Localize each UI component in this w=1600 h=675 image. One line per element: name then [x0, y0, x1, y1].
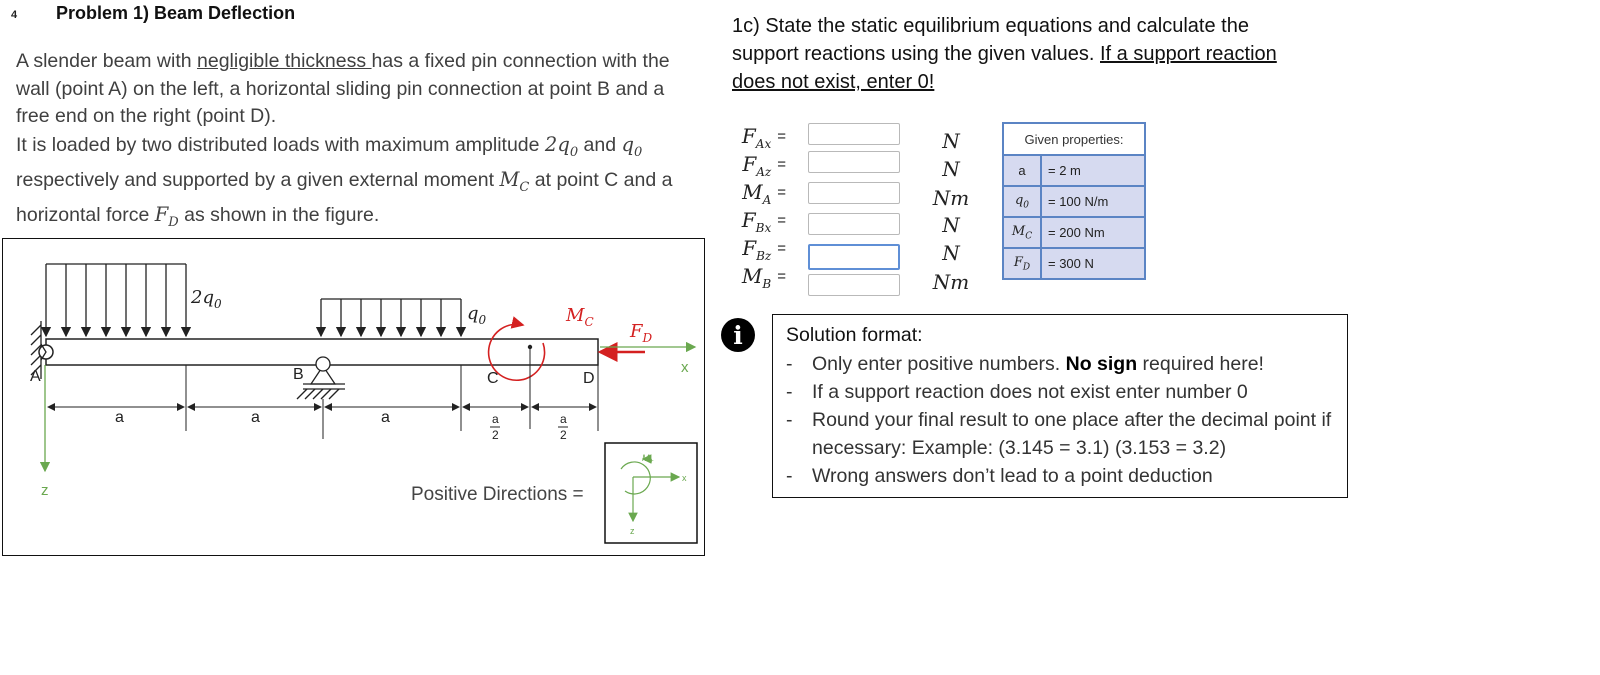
answer-ma-input[interactable]: [808, 182, 900, 204]
given-properties-table: [1002, 122, 1146, 280]
dim-a-2: a: [251, 409, 260, 426]
svg-text:a: a: [560, 412, 567, 426]
point-a-label: A: [30, 368, 41, 385]
unit-fbz: N: [942, 241, 960, 265]
unit-mb: Nm: [932, 270, 970, 294]
question-number: 4: [10, 9, 18, 21]
label-ma: $M_A$ =: [742, 180, 786, 207]
z-axis-label: z: [41, 482, 49, 499]
given-symbol-fd: $F_D$: [1003, 248, 1041, 279]
svg-text:2: 2: [492, 428, 499, 442]
answer-fbz-input[interactable]: [808, 244, 900, 270]
answer-faz-input[interactable]: [808, 151, 900, 173]
given-value-q0: = 100 N/m: [1041, 186, 1145, 217]
positive-directions-label: Positive Directions =: [411, 484, 584, 505]
point-d-label: D: [583, 370, 595, 387]
intro-text: It is loaded by two distributed loads with maximum amplitude: [16, 133, 545, 156]
given-value-a: = 2 m: [1041, 155, 1145, 186]
label-fax: $F_{Ax}$ =: [741, 124, 786, 151]
distributed-load-right: [321, 299, 461, 336]
given-row: [1003, 155, 1145, 186]
dim-a-1: a: [115, 409, 124, 426]
given-symbol-mc: $M_C$: [1003, 217, 1041, 248]
svg-text:a: a: [492, 412, 499, 426]
intro-text: respectively and supported by a given external moment: [16, 168, 500, 191]
unit-fbx: N: [942, 213, 960, 237]
solution-format-list: [786, 350, 1346, 490]
label-faz: $F_{Az}$ =: [742, 152, 786, 179]
svg-text:2: 2: [560, 428, 567, 442]
point-b-label: B: [293, 366, 304, 383]
given-symbol-a: a: [1003, 155, 1041, 186]
given-symbol-q0: $q_0$: [1003, 186, 1041, 217]
list-item: - Only enter positive numbers. No sign required here!: [786, 353, 1264, 375]
given-row: [1003, 186, 1145, 217]
pd-z-label: z: [630, 526, 635, 536]
unit-fax: N: [942, 129, 960, 153]
pd-x-label: x: [682, 473, 687, 483]
problem-description: [16, 48, 696, 237]
x-axis-label: x: [681, 359, 689, 376]
given-row: [1003, 217, 1145, 248]
symbol-mc: $M_C$: [499, 167, 530, 195]
intro-text: as shown in the figure.: [178, 204, 380, 227]
label-mb: $M_B$ =: [741, 264, 786, 291]
answer-fax-input[interactable]: [808, 123, 900, 145]
symbol-2q0: $2q_0$: [544, 132, 579, 160]
intro-underlined: negligible thickness: [197, 50, 372, 72]
given-value-fd: = 300 N: [1041, 248, 1145, 279]
intro-text: A slender beam with: [16, 50, 198, 72]
problem-title: Problem 1) Beam Deflection: [56, 3, 296, 23]
dim-a-3: a: [381, 409, 390, 426]
list-item: - If a support reaction does not exist enter number 0: [786, 381, 1248, 403]
pd-moment-label: $M_+$: [642, 453, 654, 465]
list-item: - Round your final result to one place after the decimal point if necessary: Example: (3.145 = 3.1) (3.153 = 3.2): [786, 409, 1332, 459]
label-fbz: $F_{Bz}$ =: [742, 236, 786, 263]
dim-a-half-2: [558, 412, 568, 442]
given-value-mc: = 200 Nm: [1041, 217, 1145, 248]
label-q0: $q_0$: [467, 303, 487, 327]
question-text: [732, 12, 1302, 96]
intro-text: at point C and a horizontal force: [16, 168, 673, 227]
unit-faz: N: [942, 157, 960, 181]
question-body: 1c) State the static equilibrium equations and calculate the support reactions using the given values.: [732, 15, 1249, 65]
symbol-q0: $q_0$: [621, 132, 643, 160]
list-item: - Wrong answers don’t lead to a point deduction: [786, 465, 1213, 487]
beam-diagram: [3, 239, 703, 554]
intro-text: has a fixed pin connection with the wall (point A) on the left, a horizontal sliding pin connection at point B and a free end on the right (point D).: [16, 50, 670, 127]
given-header: Given properties:: [1003, 123, 1145, 155]
label-2q0: $2q_0$: [191, 287, 222, 311]
unit-ma: Nm: [932, 186, 970, 210]
dim-a-half-1: [490, 412, 500, 442]
distributed-load-left: [46, 264, 186, 336]
answer-mb-input[interactable]: [808, 274, 900, 296]
label-fbx: $F_{Bx}$ =: [741, 208, 786, 235]
label-mc: $M_C$: [566, 305, 594, 329]
given-row: [1003, 248, 1145, 279]
point-c-label: C: [487, 370, 499, 387]
answer-fbx-input[interactable]: [808, 213, 900, 235]
label-fd: $F_D$: [630, 321, 653, 345]
symbol-fd: $F_D$: [154, 203, 179, 231]
solution-format-title: Solution format:: [786, 324, 923, 346]
beam-figure: [2, 238, 705, 556]
question-note: If a support reaction does not exist, enter 0!: [732, 43, 1277, 93]
info-icon: i: [721, 318, 755, 352]
intro-text: and: [578, 133, 622, 156]
